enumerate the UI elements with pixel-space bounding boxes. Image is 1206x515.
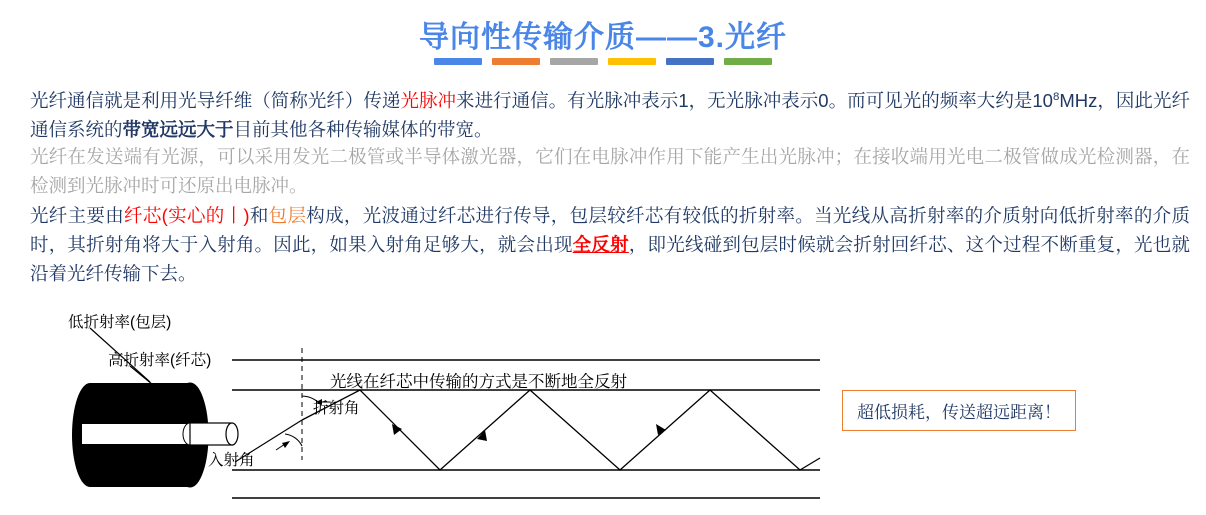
rule-bar-2 (492, 58, 540, 65)
p1-emphasis-bandwidth: 带宽远远大于 (122, 119, 234, 141)
p1-highlight-optical-pulse: 光脉冲 (400, 90, 457, 112)
rule-bar-5 (666, 58, 714, 65)
p3-part-2: 和 (249, 205, 269, 226)
p3-part-1: 光纤主要由 (30, 205, 125, 226)
label-core: 高折射率(纤芯) (108, 352, 212, 369)
p1-exponent: 8 (1052, 91, 1060, 103)
p1-part-2: 来进行通信。有光脉冲表示1，无光脉冲表示0。而可见光的频率大约是10 (456, 90, 1053, 112)
p3-highlight-cladding: 包层 (268, 205, 307, 226)
rule-bar-6 (724, 58, 772, 65)
p3-highlight-core: 纤芯(实心的丨) (124, 205, 250, 226)
rule-bar-1 (434, 58, 482, 65)
p3-part-3: 构成，光波通过纤芯进行传导，包层较纤芯有较低的折射率。当光线从高折射率的介质射向低折射率的介质时，其折射角将大于入射角。因此，如果入射角足够大，就会出现 (30, 205, 1190, 255)
rule-bar-4 (608, 58, 656, 65)
p3-part-4: ，即光线碰到包层时候就会折射回纤芯、这个过程不断重复，光也就沿着光纤传输下去。 (30, 234, 1190, 284)
fiber-diagram (30, 300, 1180, 510)
note-box-low-loss: 超低损耗，传送超远距离！ (842, 390, 1076, 431)
paragraph-1 (30, 83, 1190, 144)
p1-part-4: 目前其他各种传输媒体的带宽。 (233, 119, 493, 141)
p3-highlight-total-reflection: 全反射 (572, 234, 629, 255)
label-cladding: 低折射率(包层) (68, 314, 172, 331)
rule-bar-3 (550, 58, 598, 65)
paragraph-2: 光纤在发送端有光源，可以采用发光二极管或半导体激光器，它们在电脉冲作用下能产生出光脉冲；在接收端用光电二极管做成光检测器，在检测到光脉冲时可还原出电脉冲。 (30, 146, 1190, 196)
p1-part-1: 光纤通信就是利用光导纤维（简称光纤）传递 (30, 90, 401, 112)
label-incident-angle: 入射角 (208, 452, 255, 469)
page-title: 导向性传输介质——3.光纤 (418, 21, 788, 54)
label-refraction-angle: 折射角 (313, 400, 360, 417)
figure-caption: 光线在纤芯中传输的方式是不断地全反射 (330, 373, 627, 391)
paragraph-3 (30, 201, 1190, 288)
p1-part-3: MHz，因此光纤通信系统的 (30, 90, 1190, 141)
title-underline-bars (0, 58, 1206, 65)
